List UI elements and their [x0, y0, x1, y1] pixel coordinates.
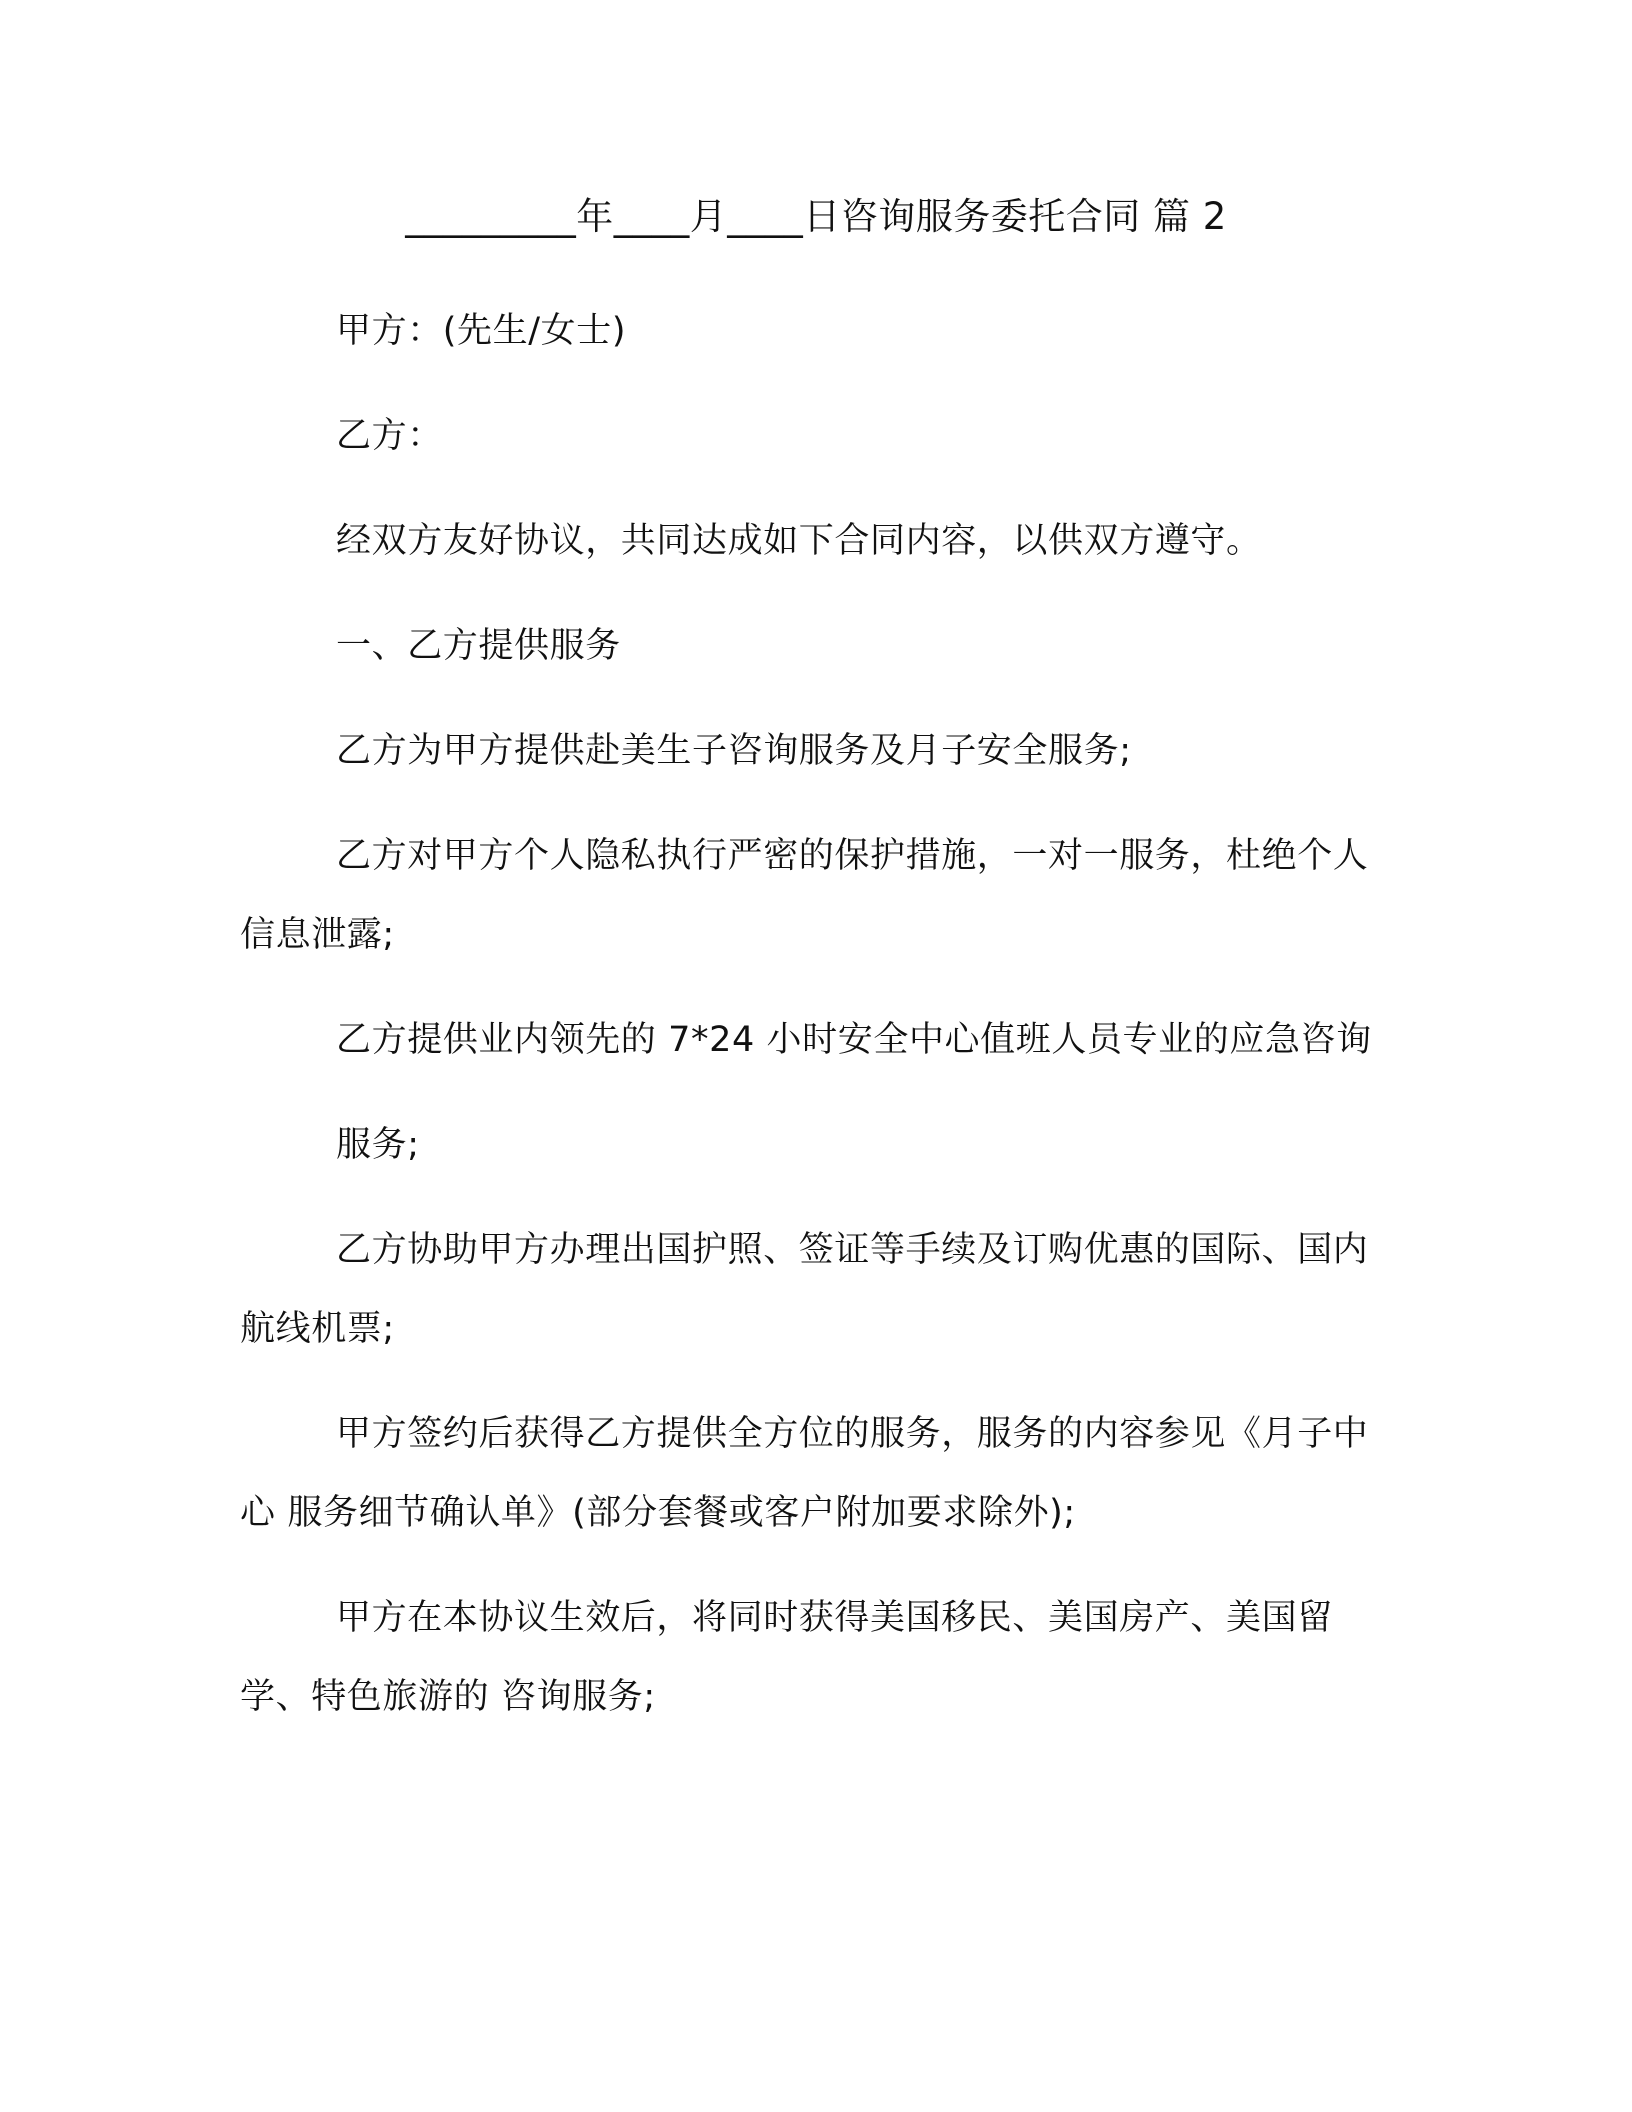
section-heading: 一、乙方提供服务 — [336, 626, 621, 666]
service-item: 乙方提供业内领先的 7*24 小时安全中心值班人员专业的应急咨询 — [336, 1020, 1372, 1060]
party-b-line: 乙方： — [336, 416, 443, 456]
document-title: _________年____月____日咨询服务委托合同 篇 2 — [405, 195, 1227, 238]
document-body — [240, 292, 1378, 1763]
service-item: 甲方签约后获得乙方提供全方位的服务，服务的内容参见《月子中心 服务细节确认单》(部分套餐或客户附加要求除外); — [240, 1414, 1369, 1533]
service-item: 乙方协助甲方办理出国护照、签证等手续及订购优惠的国际、国内航线机票; — [240, 1230, 1369, 1349]
party-a-line: 甲方：(先生/女士) — [336, 311, 627, 351]
agreement-intro: 经双方友好协议，共同达成如下合同内容，以供双方遵守。 — [336, 521, 1262, 561]
service-item-continued: 服务; — [336, 1125, 420, 1165]
service-item: 甲方在本协议生效后，将同时获得美国移民、美国房产、美国留学、特色旅游的 咨询服务; — [240, 1598, 1333, 1717]
service-item: 乙方为甲方提供赴美生子咨询服务及月子安全服务; — [336, 731, 1132, 771]
service-item: 乙方对甲方个人隐私执行严密的保护措施，一对一服务，杜绝个人信息泄露; — [240, 836, 1369, 955]
